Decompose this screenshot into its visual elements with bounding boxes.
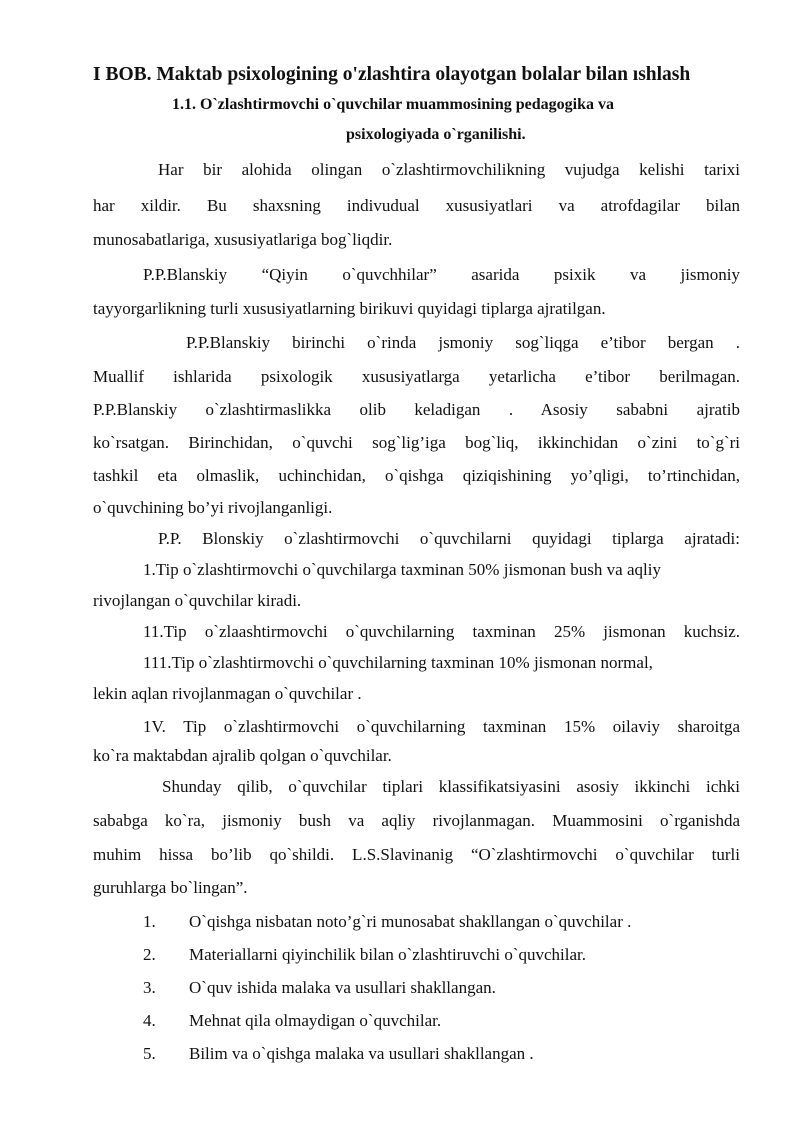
list-item-number: 1. bbox=[143, 912, 156, 931]
paragraph-line: 111.Tip o`zlashtirmovchi o`quvchilarning taxminan 10% jismonan normal, bbox=[143, 653, 653, 672]
paragraph-line: muhim hissa bo’lib qo`shildi. L.S.Slavinanig “O`zlashtirmovchi o`quvchilar turli bbox=[93, 845, 740, 864]
paragraph-line: 1V. Tip o`zlashtirmovchi o`quvchilarning taxminan 15% oilaviy sharoitga bbox=[143, 717, 740, 736]
paragraph-line: Muallif ishlarida psixologik xususiyatlarga yetarlicha e’tibor berilmagan. bbox=[93, 367, 740, 386]
paragraph-line: P.P.Blanskiy “Qiyin o`quvchhilar” asarida psixik va jismoniy bbox=[143, 265, 740, 284]
paragraph-line: 1.Tip o`zlashtirmovchi o`quvchilarga taxminan 50% jismonan bush va aqliy bbox=[143, 560, 661, 579]
list-item-text: Mehnat qila olmaydigan o`quvchilar. bbox=[189, 1011, 442, 1030]
list-item-number: 2. bbox=[143, 945, 156, 964]
section-title-line-2: psixologiyada o`rganilishi. bbox=[346, 126, 526, 143]
paragraph-line: Shunday qilib, o`quvchilar tiplari klassifikatsiyasini asosiy ikkinchi ichki bbox=[162, 777, 740, 796]
paragraph-line: Har bir alohida olingan o`zlashtirmovchilikning vujudga kelishi tarixi bbox=[158, 160, 740, 179]
paragraph-line: P.P.Blanskiy birinchi o`rinda jsmoniy sog`liqga e’tibor bergan . bbox=[186, 333, 740, 352]
section-title-line-1: 1.1. O`zlashtirmovchi o`quvchilar muammosining pedagogika va bbox=[172, 96, 614, 113]
paragraph-line: 11.Tip o`zlaashtirmovchi o`quvchilarning taxminan 25% jismonan kuchsiz. bbox=[143, 622, 740, 641]
paragraph-line: sababga ko`ra, jismoniy bush va aqliy rivojlanmagan. Muammosini o`rganishda bbox=[93, 811, 740, 830]
paragraph-line: P.P.Blanskiy o`zlashtirmaslikka olib keladigan . Asosiy sababni ajratib bbox=[93, 400, 740, 419]
list-item-text: O`quv ishida malaka va usullari shakllangan. bbox=[189, 978, 496, 997]
paragraph-line: munosabatlariga, xususiyatlariga bog`liqdir. bbox=[93, 230, 393, 249]
paragraph-line: tashkil eta olmaslik, uchinchidan, o`qishga qiziqishining yo’qligi, to’rtinchidan, bbox=[93, 466, 740, 485]
paragraph-line: P.P. Blonskiy o`zlashtirmovchi o`quvchilarni quyidagi tiplarga ajratadi: bbox=[158, 529, 740, 548]
list-item-number: 3. bbox=[143, 978, 156, 997]
paragraph-line: guruhlarga bo`lingan”. bbox=[93, 878, 248, 897]
paragraph-line: o`quvchining bo’yi rivojlanganligi. bbox=[93, 498, 333, 517]
list-item-text: Bilim va o`qishga malaka va usullari shakllangan . bbox=[189, 1044, 534, 1063]
list-item-text: Materiallarni qiyinchilik bilan o`zlashtiruvchi o`quvchilar. bbox=[189, 945, 587, 964]
paragraph-line: ko`rsatgan. Birinchidan, o`quvchi sog`lig’iga bog`liq, ikkinchidan o`zini to`g`ri bbox=[93, 433, 740, 452]
paragraph-line: lekin aqlan rivojlanmagan o`quvchilar . bbox=[93, 684, 362, 703]
paragraph-line: tayyorgarlikning turli xususiyatlarning birikuvi quyidagi tiplarga ajratilgan. bbox=[93, 299, 606, 318]
paragraph-line: rivojlangan o`quvchilar kiradi. bbox=[93, 591, 302, 610]
list-item-number: 5. bbox=[143, 1044, 156, 1063]
paragraph-line: ko`ra maktabdan ajralib qolgan o`quvchilar. bbox=[93, 746, 392, 765]
list-item-number: 4. bbox=[143, 1011, 156, 1030]
paragraph-line: har xildir. Bu shaxsning indivudual xususiyatlari va atrofdagilar bilan bbox=[93, 196, 740, 215]
list-item-text: O`qishga nisbatan noto’g`ri munosabat shakllangan o`quvchilar . bbox=[189, 912, 632, 931]
chapter-title: I BOB. Maktab psixologining o'zlashtira olayotgan bolalar bilan ıshlash bbox=[93, 64, 691, 85]
